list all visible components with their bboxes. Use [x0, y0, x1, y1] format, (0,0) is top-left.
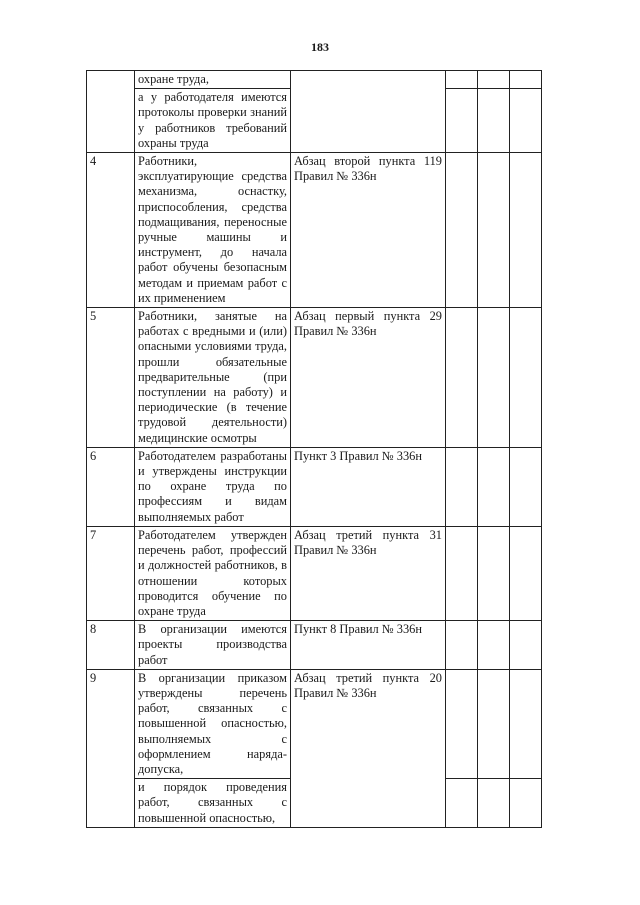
table-row	[87, 526, 542, 620]
reference-cell: Пункт 8 Правил № 336н	[291, 621, 446, 670]
answer-yes-cell[interactable]	[446, 526, 478, 620]
answer-no-cell[interactable]	[478, 89, 510, 153]
answer-na-cell[interactable]	[510, 89, 542, 153]
answer-yes-cell[interactable]	[446, 779, 478, 828]
question-cell: В организации имеются проекты производства работ	[135, 621, 291, 670]
reference-cell: Абзац третий пункта 31 Правил № 336н	[291, 526, 446, 620]
answer-yes-cell[interactable]	[446, 71, 478, 89]
reference-cell: Абзац второй пункта 119 Правил № 336н	[291, 153, 446, 308]
question-cell: Работодателем утвержден перечень работ, профессий и должностей работников, в отношении которых проводится обучение по охране труда	[135, 526, 291, 620]
answer-na-cell[interactable]	[510, 447, 542, 526]
answer-no-cell[interactable]	[478, 153, 510, 308]
answer-yes-cell[interactable]	[446, 447, 478, 526]
answer-yes-cell[interactable]	[446, 308, 478, 448]
reference-cell: Абзац первый пункта 29 Правил № 336н	[291, 308, 446, 448]
row-number: 9	[87, 669, 135, 827]
answer-yes-cell[interactable]	[446, 89, 478, 153]
page-number: 183	[311, 40, 329, 54]
answer-na-cell[interactable]	[510, 308, 542, 448]
answer-na-cell[interactable]	[510, 621, 542, 670]
answer-no-cell[interactable]	[478, 669, 510, 778]
question-cell: Работники, эксплуатирующие средства механизма, оснастку, приспособления, средства подмащивания, переносные ручные машины и инструмент, до начала работ обучены безопасным методам и приемам работ с их применением	[135, 153, 291, 308]
answer-no-cell[interactable]	[478, 447, 510, 526]
reference-cell: Пункт 3 Правил № 336н	[291, 447, 446, 526]
answer-yes-cell[interactable]	[446, 621, 478, 670]
answer-na-cell[interactable]	[510, 526, 542, 620]
answer-no-cell[interactable]	[478, 621, 510, 670]
question-cell-continued: и порядок проведения работ, связанных с повышенной опасностью,	[135, 779, 291, 828]
answer-na-cell[interactable]	[510, 71, 542, 89]
answer-na-cell[interactable]	[510, 153, 542, 308]
table-row	[87, 447, 542, 526]
table-row	[87, 153, 542, 308]
row-number	[87, 71, 135, 153]
answer-no-cell[interactable]	[478, 779, 510, 828]
question-cell: Работодателем разработаны и утверждены инструкции по охране труда по профессиям и видам выполняемых работ	[135, 447, 291, 526]
row-number: 4	[87, 153, 135, 308]
row-number: 5	[87, 308, 135, 448]
table-row	[87, 71, 542, 89]
answer-yes-cell[interactable]	[446, 669, 478, 778]
question-cell: Работники, занятые на работах с вредными и (или) опасными условиями труда, прошли обязательные предварительные (при поступлении на работу) и периодические (в течение трудовой деятельности) медицинские осмотры	[135, 308, 291, 448]
answer-no-cell[interactable]	[478, 308, 510, 448]
question-cell: охране труда,	[135, 71, 291, 89]
answer-no-cell[interactable]	[478, 71, 510, 89]
row-number: 6	[87, 447, 135, 526]
reference-cell	[291, 71, 446, 153]
answer-no-cell[interactable]	[478, 526, 510, 620]
table-row	[87, 308, 542, 448]
answer-na-cell[interactable]	[510, 779, 542, 828]
question-cell-continued: а у работодателя имеются протоколы проверки знаний у работников требований охраны труда	[135, 89, 291, 153]
answer-yes-cell[interactable]	[446, 153, 478, 308]
answer-na-cell[interactable]	[510, 669, 542, 778]
table-row	[87, 669, 542, 778]
checklist-table	[86, 70, 542, 828]
row-number: 8	[87, 621, 135, 670]
row-number: 7	[87, 526, 135, 620]
table-row	[87, 621, 542, 670]
reference-cell: Абзац третий пункта 20 Правил № 336н	[291, 669, 446, 827]
question-cell: В организации приказом утверждены перечень работ, связанных с повышенной опасностью, выполняемых с оформлением наряда-допуска,	[135, 669, 291, 778]
